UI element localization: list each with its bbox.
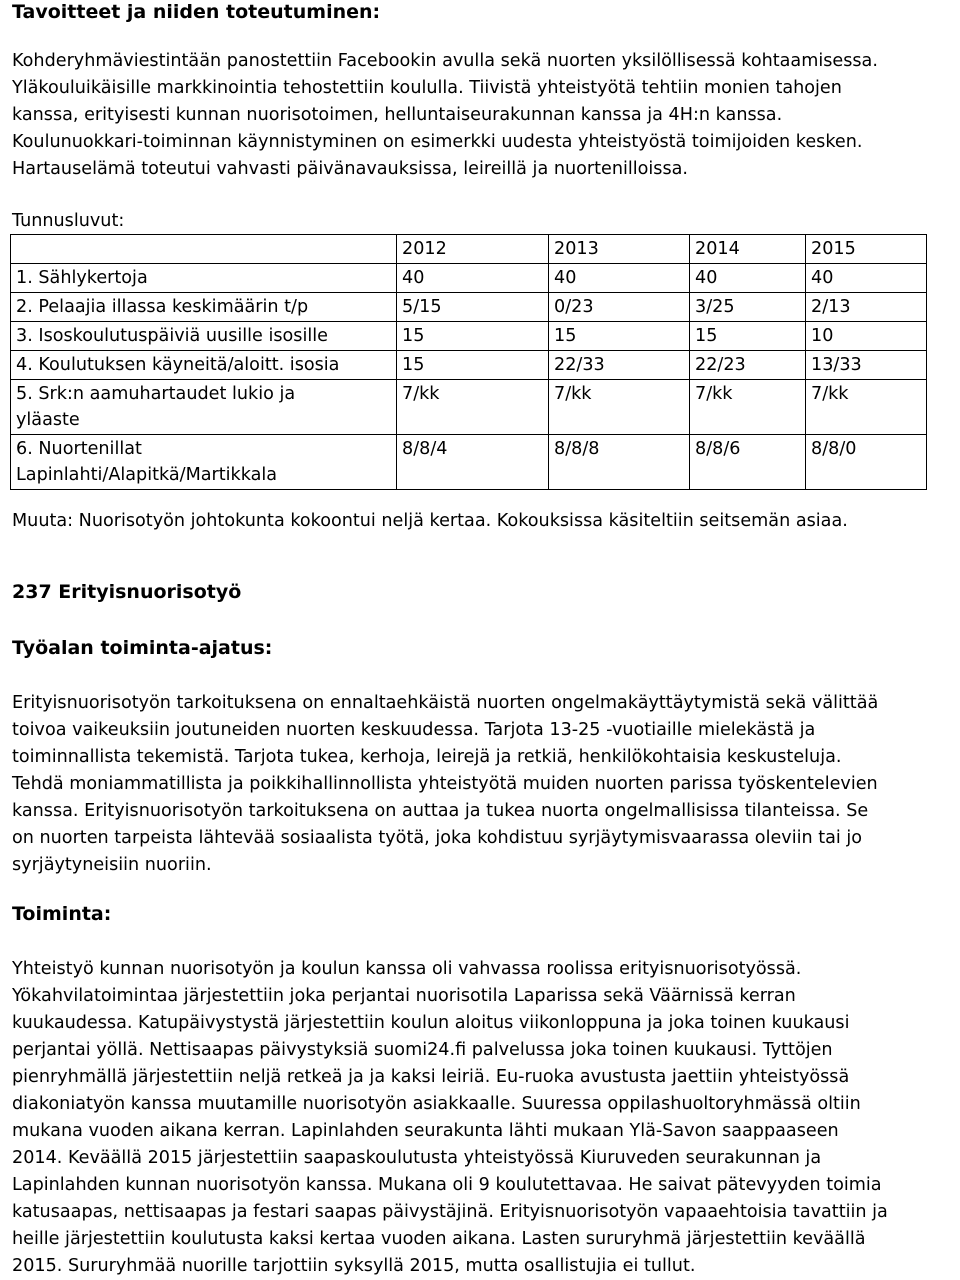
paragraph-line: 2015. Sururyhmää nuorille tarjottiin syksyllä 2015, mutta osallistujia ei tullut. xyxy=(12,1256,696,1276)
row-label: 5. Srk:n aamuhartaudet lukio ja yläaste xyxy=(11,380,397,435)
paragraph-line: mukana vuoden aikana kerran. Lapinlahden seurakunta lähti mukaan Ylä-Savon saappaaseen xyxy=(12,1121,839,1141)
table-row xyxy=(11,293,927,322)
year-header: 2015 xyxy=(806,235,927,264)
section-title: 237 Erityisnuorisotyö xyxy=(12,581,242,603)
goals-paragraph xyxy=(12,48,878,183)
row-label: 3. Isoskoulutuspäiviä uusille isosille xyxy=(11,322,397,351)
year-header: 2012 xyxy=(397,235,549,264)
table-cell: 22/33 xyxy=(549,351,690,380)
row-label: 2. Pelaajia illassa keskimäärin t/p xyxy=(11,293,397,322)
paragraph-line: heille järjestettiin koulutusta kaksi kertaa vuoden aikana. Lasten sururyhmä järjestettiin keväällä xyxy=(12,1229,866,1249)
table-row xyxy=(11,264,927,293)
table-cell: 8/8/0 xyxy=(806,435,927,490)
row-label: 6. Nuortenillat Lapinlahti/Alapitkä/Martikkala xyxy=(11,435,397,490)
table-row xyxy=(11,351,927,380)
table-cell: 22/23 xyxy=(690,351,806,380)
paragraph-line: kanssa, erityisesti kunnan nuorisotoimen, helluntaiseurakunnan kanssa ja 4H:n kanssa. xyxy=(12,105,783,125)
mission-heading: Työalan toiminta-ajatus: xyxy=(12,637,273,659)
table-cell: 0/23 xyxy=(549,293,690,322)
table-row xyxy=(11,380,927,435)
table-cell: 15 xyxy=(690,322,806,351)
paragraph-line: toivoa vaikeuksiin joutuneiden nuorten keskuudessa. Tarjota 13-25 -vuotiaille mielekästä ja xyxy=(12,720,816,740)
activity-paragraph xyxy=(12,956,888,1280)
row-label: 1. Sählykertoja xyxy=(11,264,397,293)
paragraph-line: perjantai yöllä. Nettisaapas päivystyksiä suomi24.fi palvelussa joka toinen kuukausi. Tyttöjen xyxy=(12,1040,833,1060)
table-row xyxy=(11,322,927,351)
paragraph-line: katusaapas, nettisaapas ja festari saapas päivystäjinä. Erityisnuorisotyön vapaaehtoisia tavattiin ja xyxy=(12,1202,888,1222)
table-row xyxy=(11,435,927,490)
paragraph-line: 2014. Keväällä 2015 järjestettiin saapaskoulutusta yhteistyössä Kiuruveden seurakunnan ja xyxy=(12,1148,822,1168)
paragraph-line: Lapinlahden kunnan nuorisotyön kanssa. Mukana oli 9 koulutettavaa. He saivat pätevyyden toimia xyxy=(12,1175,882,1195)
activity-heading: Toiminta: xyxy=(12,903,112,925)
table-cell: 7/kk xyxy=(806,380,927,435)
table-cell: 40 xyxy=(690,264,806,293)
paragraph-line: Yläkouluikäisille markkinointia tehostettiin koululla. Tiivistä yhteistyötä tehtiin monien tahojen xyxy=(12,78,842,98)
table-header-row xyxy=(11,235,927,264)
paragraph-line: diakoniatyön kanssa muutamille nuorisotyön asiakkaalle. Suuressa oppilashuoltoryhmässä oltiin xyxy=(12,1094,861,1114)
paragraph-line: Yökahvilatoimintaa järjestettiin joka perjantai nuorisotila Laparissa sekä Väärnissä kerran xyxy=(12,986,796,1006)
year-header: 2013 xyxy=(549,235,690,264)
table-cell: 40 xyxy=(549,264,690,293)
paragraph-line: kanssa. Erityisnuorisotyön tarkoituksena on auttaa ja tukea nuorta ongelmallisissa tilanteissa. Se xyxy=(12,801,869,821)
paragraph-line: Yhteistyö kunnan nuorisotyön ja koulun kanssa oli vahvassa roolissa erityisnuorisotyössä. xyxy=(12,959,802,979)
paragraph-line: on nuorten tarpeista lähtevää sosiaalista työtä, joka kohdistuu syrjäytymisvaarassa oleviin tai jo xyxy=(12,828,863,848)
table-cell: 8/8/6 xyxy=(690,435,806,490)
table-cell: 15 xyxy=(397,322,549,351)
table-cell: 5/15 xyxy=(397,293,549,322)
paragraph-line: kuukaudessa. Katupäivystystä järjestettiin koulun aloitus viikonloppuna ja joka toinen kuukausi xyxy=(12,1013,850,1033)
paragraph-line: Kohderyhmäviestintään panostettiin Facebookin avulla sekä nuorten yksilöllisessä kohtaamisessa. xyxy=(12,51,878,71)
year-header: 2014 xyxy=(690,235,806,264)
table-cell: 7/kk xyxy=(690,380,806,435)
table-cell: 40 xyxy=(397,264,549,293)
table-cell: 7/kk xyxy=(397,380,549,435)
paragraph-line: Koulunuokkari-toiminnan käynnistyminen on esimerkki uudesta yhteistyöstä toimijoiden kesken. xyxy=(12,132,863,152)
key-figures-label: Tunnusluvut: xyxy=(12,211,125,231)
paragraph-line: toiminnallista tekemistä. Tarjota tukea, kerhoja, leirejä ja retkiä, henkilökohtaisia keskusteluja. xyxy=(12,747,842,767)
misc-note: Muuta: Nuorisotyön johtokunta kokoontui neljä kertaa. Kokouksissa käsiteltiin seitsemän asiaa. xyxy=(12,511,848,531)
table-cell: 15 xyxy=(397,351,549,380)
table-cell: 15 xyxy=(549,322,690,351)
table-cell: 13/33 xyxy=(806,351,927,380)
key-figures-table xyxy=(10,234,927,490)
paragraph-line: Erityisnuorisotyön tarkoituksena on ennaltaehkäistä nuorten ongelmakäyttäytymistä sekä välittää xyxy=(12,693,879,713)
paragraph-line: Hartauselämä toteutui vahvasti päivänavauksissa, leireillä ja nuortenilloissa. xyxy=(12,159,689,179)
table-cell: 3/25 xyxy=(690,293,806,322)
table-cell: 8/8/4 xyxy=(397,435,549,490)
table-corner-cell xyxy=(11,235,397,264)
table-cell: 40 xyxy=(806,264,927,293)
goals-heading: Tavoitteet ja niiden toteutuminen: xyxy=(12,1,381,23)
paragraph-line: Tehdä moniammatillista ja poikkihallinnollista yhteistyötä muiden nuorten parissa työskentelevien xyxy=(12,774,878,794)
table-cell: 2/13 xyxy=(806,293,927,322)
table-cell: 10 xyxy=(806,322,927,351)
mission-paragraph xyxy=(12,690,878,879)
table-cell: 7/kk xyxy=(549,380,690,435)
row-label: 4. Koulutuksen käyneitä/aloitt. isosia xyxy=(11,351,397,380)
paragraph-line: syrjäytyneisiin nuoriin. xyxy=(12,855,212,875)
paragraph-line: pienryhmällä järjestettiin neljä retkeä ja ja kaksi leiriä. Eu-ruoka avustusta jaettiin yhteistyössä xyxy=(12,1067,850,1087)
table-cell: 8/8/8 xyxy=(549,435,690,490)
